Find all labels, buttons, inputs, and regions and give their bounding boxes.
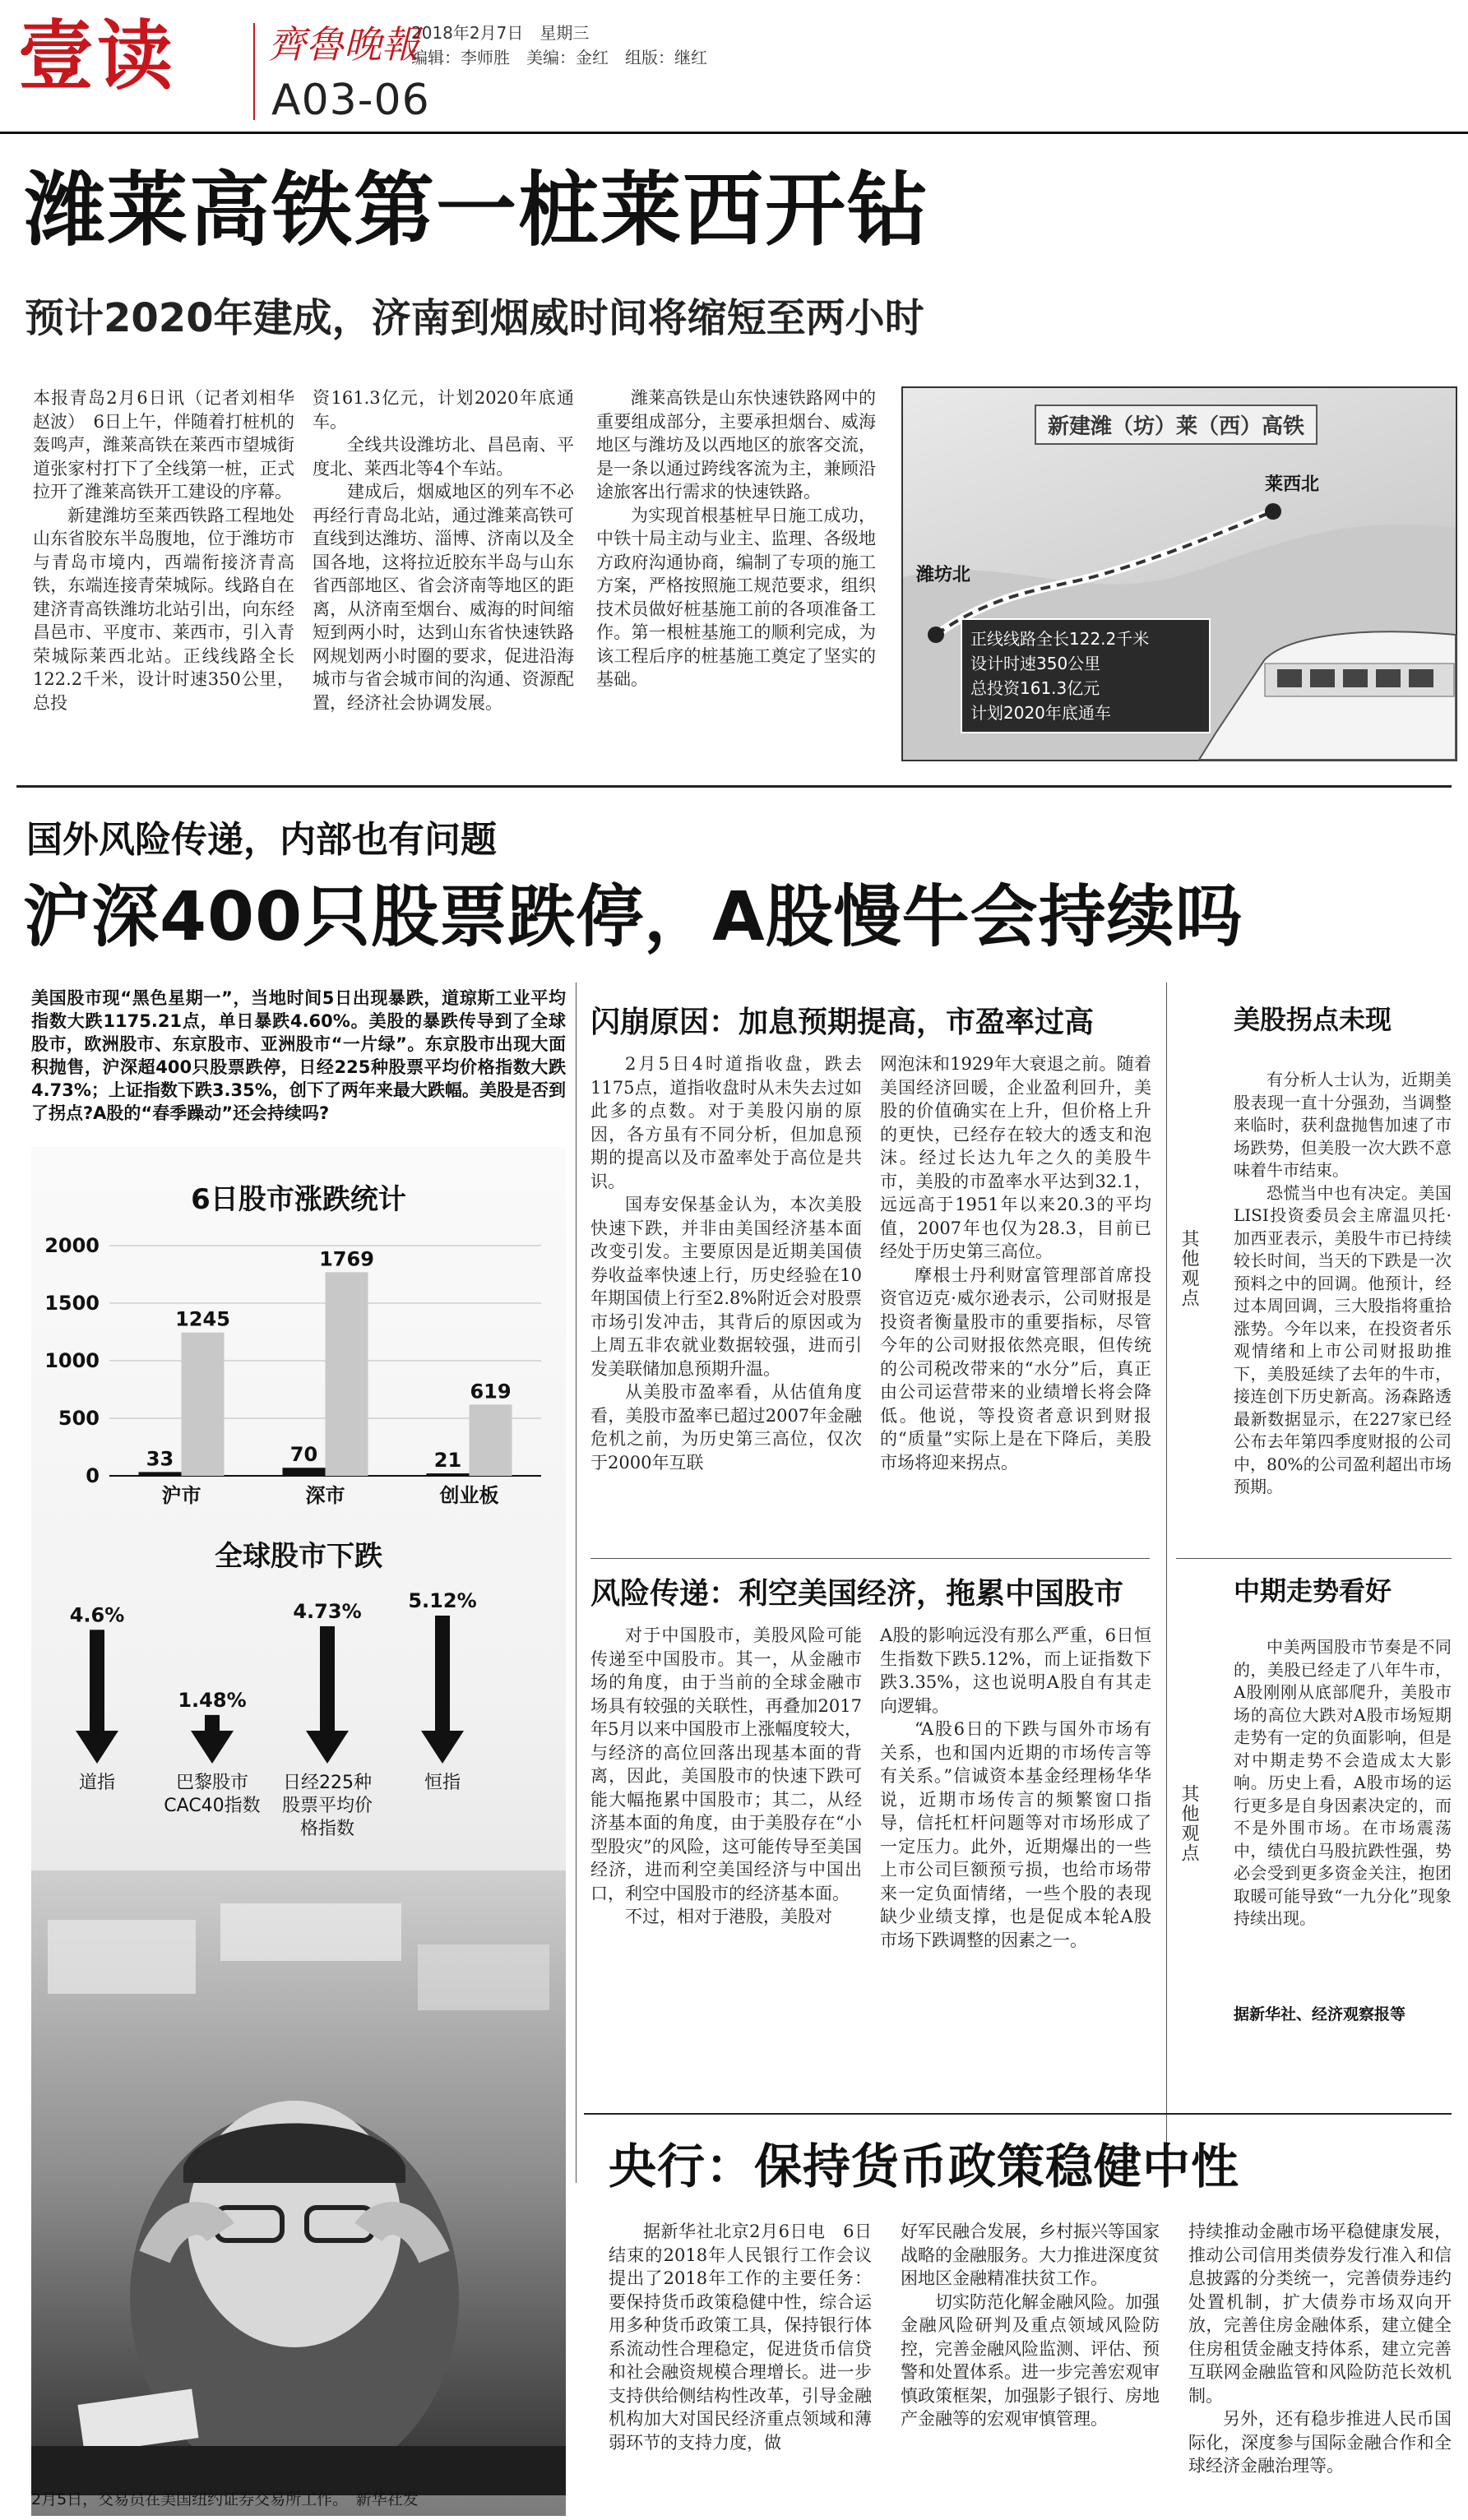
bar-fall: [182, 1333, 225, 1476]
map-city-laixi: 莱西北: [1265, 474, 1320, 495]
chart1-title: 6日股市涨跌统计: [191, 1183, 406, 1216]
paragraph: 本报青岛2月6日讯（记者刘相华 赵波） 6日上午，伴随着打桩机的轰鸣声，潍莱高铁在莱西市望城街道张家村打下了全线第一桩，正式拉开了潍莱高铁开工建设的序幕。: [33, 388, 312, 502]
sidebar-divider: [1176, 1558, 1452, 1559]
paragraph: 全线共设潍坊北、昌邑南、平度北、莱西北等4个车站。: [313, 435, 574, 479]
paragraph: 好军民融合发展，乡村振兴等国家战略的金融服务。大力推进深度贫困地区金融精准扶贫工作。: [901, 2222, 1160, 2288]
paragraph: 潍莱高铁是山东快速铁路网中的重要组成部分，主要承担烟台、威海地区与潍坊及以西地区的旅客交流，是一条以通过跨线客流为主，兼顾沿途旅客出行需求的快速铁路。: [596, 388, 876, 502]
story2-headline: 沪深400只股票跌停，A股慢牛会持续吗: [23, 878, 1243, 956]
side1-text: [1234, 1069, 1452, 1529]
fact: 计划2020年底通车: [970, 703, 1111, 723]
bar-rise: [427, 1473, 470, 1476]
photo-caption: 2月5日，交易员在美国纽约证券交易所工作。 新华社发: [31, 2490, 419, 2508]
side2-tag: 其他观点: [1179, 1784, 1199, 1863]
y-tick-label: 0: [86, 1464, 100, 1487]
x-tick-label: 格指数: [299, 1819, 355, 1839]
arrow-head: [421, 1731, 464, 1764]
data-label: 5.12%: [408, 1589, 477, 1612]
sec2-col2: [880, 1624, 1151, 2150]
arrow-shaft: [320, 1626, 335, 1731]
sec1-title: 闪崩原因：加息预期提高，市盈率过高: [590, 1006, 1095, 1039]
arrow-head: [76, 1731, 118, 1764]
column-divider: [576, 983, 577, 2183]
paragraph: 从美股市盈率看，从估值角度看，美股市盈率已超过2007年金融危机之前，为历史第三高位，仅次于2000年互联: [590, 1382, 862, 1473]
data-label: 4.73%: [293, 1599, 362, 1623]
y-tick-label: 500: [58, 1407, 100, 1430]
story2-lead: 美国股市现“黑色星期一”，当地时间5日出现暴跌，道琼斯工业平均指数大跌1175.21点，单日暴跌4.60%。美股的暴跌传导到了全球股市，欧洲股市、东京股市、亚洲股市“一片绿”。东京股市出现大面积抛售，沪深超400只股票跌停，日经225种股票平均价格指数大跌4.73%；上证指数下跌3.35%，创下了两年来最大跌幅。美股是否到了拐点?A股的“春季躁动”还会持续吗?: [31, 988, 566, 1123]
map-facts: [961, 618, 1211, 733]
paragraph: 持续推动金融市场平稳健康发展，推动公司信用类债券发行准入和信息披露的分类统一，完善债券违约处置机制，扩大债券市场双向开放，完善住房金融体系，建立健全住房租赁金融支持体系，建立完善互联网金融监管和风险防范长效机制。: [1188, 2222, 1452, 2406]
y-tick-label: 1000: [44, 1349, 100, 1372]
paper-logo: 齊魯晚報: [268, 22, 419, 67]
x-tick-label: 沪市: [161, 1484, 201, 1507]
x-tick-label: 巴黎股市: [175, 1773, 249, 1793]
paragraph: 不过，相对于港股，美股对: [625, 1907, 832, 1926]
x-tick-label: CAC40指数: [164, 1796, 261, 1816]
x-tick-label: 恒指: [424, 1773, 461, 1793]
paragraph: 另外，还有稳步推进人民币国际化，深度参与国际金融合作和全球经济金融治理等。: [1188, 2409, 1452, 2476]
data-label: 21: [433, 1449, 462, 1473]
arrow-shaft: [90, 1630, 104, 1731]
data-label: 33: [146, 1447, 174, 1471]
story3-col1: [609, 2220, 872, 2504]
paragraph: 为实现首根基桩早日施工成功，中铁十局主动与业主、监理、各级地方政府沟通协商，编制了专项的施工方案，严格按照施工规范要求，组织技术员做好桩基施工前的各项准备工作。第一根桩基施工的顺利完成，为该工程后序的桩基施工奠定了坚实的基础。: [596, 505, 876, 689]
masthead-rule: [0, 132, 1468, 134]
arrow-shaft: [435, 1616, 450, 1731]
paragraph: 新建潍坊至莱西铁路工程地处山东省胶东半岛腹地，位于潍坊市与青岛市境内，西端衔接济青高铁，东端连接青荣城际。线路自在建济青高铁潍坊北站引出，向东经昌邑市、平度市、莱西市，引入青荣城际莱西北站。正线线路全长122.2千米，设计时速350公里，总投: [33, 505, 294, 713]
arrow-shaft: [205, 1715, 220, 1731]
x-tick-label: 创业板: [439, 1484, 499, 1507]
story1-col3: [596, 386, 876, 765]
chart2-svg: [31, 1574, 566, 1846]
paragraph: 据新华社北京2月6日电 6日结束的2018年人民银行工作会议提出了2018年工作的主要任务：要保持货币政策稳健中性，综合运用多种货币政策工具，保持银行体系流动性合理稳定，促进货币信贷和社会融资规模合理增长。进一步支持供给侧结构性改革，引导金融机构加大对国民经济重点领域和薄弱环节的支持力度，做: [609, 2222, 872, 2453]
column-divider: [1166, 983, 1167, 2183]
map-title: 新建潍（坊）莱（西）高铁: [1035, 405, 1317, 445]
x-tick-label: 股票平均价: [281, 1796, 373, 1816]
chart1-svg: [31, 1229, 566, 1507]
sec2-col1: [590, 1624, 862, 2150]
side2-text: [1234, 1636, 1452, 1981]
paragraph: 切实防范化解金融风险。加强金融风险研判及重点领域风险防控，完善金融风险监测、评估、预警和处置体系。进一步完善宏观审慎政策框架，加强影子银行、房地产金融等的宏观审慎管理。: [901, 2291, 1160, 2429]
weekday: 星期三: [540, 23, 590, 43]
paragraph: 国寿安保基金认为，本次美股快速下跌，并非由美国经济基本面改变引发。主要原因是近期美国债券收益率快速上行，历史经验在10年期国债上行至2.8%附近会对股票市场引发冲击，其背后的原因或为上周五非农就业数据较强，进而引发美联储加息预期升温。: [590, 1195, 862, 1379]
fact: 设计时速350公里: [970, 654, 1101, 673]
story1-headline: 潍莱高铁第一桩莱西开钻: [25, 164, 930, 257]
story1-col2: [313, 386, 574, 765]
paragraph: 有分析人士认为，近期美股表现一直十分强劲，当调整来临时，获利盘抛售加速了市场跌势，但美股一次大跌不意味着牛市结束。: [1234, 1070, 1452, 1180]
masthead: [0, 0, 1468, 132]
paragraph: 网泡沫和1929年大衰退之前。随着美国经济回暖，企业盈利回升，美股的价值确实在上升，但价格上升的更快，已经存在较大的透支和泡沫。经过长达九年之久的美股牛市，美股的市盈率水平达到32.1，远远高于1951年以来20.3的平均值，2007年也仅为28.3，目前已经处于历史第三高位。: [880, 1054, 1151, 1261]
date: 2018年2月7日: [411, 23, 524, 43]
story3-col3: [1188, 2220, 1452, 2504]
data-label: 1245: [175, 1307, 230, 1331]
railway-map: [901, 386, 1457, 761]
paragraph: A股的影响远没有那么严重，6日恒生指数下跌5.12%，而上证指数下跌3.35%，这也说明A股自有其走向逻辑。: [880, 1625, 1151, 1716]
side2-credit: 据新华社、经济观察报等: [1234, 2005, 1406, 2023]
issue-date: [411, 20, 589, 44]
section-divider: [590, 1558, 1150, 1559]
paragraph: 恐慌当中也有决定。美国LISI投资委员会主席温贝托·加西亚表示，美股牛市已持续较长时间，当天的下跌是一次预料之中的回调。他预计，经过本周回调，三大股指将重拾涨势。今年以来，在投资者乐观情绪和上市公司财报助推下，美股延续了去年的牛市，接连创下历史新高。汤森路透最新数据显示，在227家已经公布去年第四季度财报的公司中，80%的公司盈利超出市场预期。: [1234, 1182, 1452, 1496]
side1-tag: 其他观点: [1179, 1229, 1199, 1308]
sec1-col1: [590, 1052, 862, 1546]
story-divider: [16, 785, 1452, 788]
x-tick-label: 道指: [78, 1773, 116, 1793]
data-label: 1769: [319, 1247, 374, 1271]
story-divider: [584, 2113, 1452, 2115]
paragraph: “A股6日的下跌与国外市场有关系，也和国内近期的市场传言等有关系。”信诚资本基金经理杨华华说，近期市场传言的频繁窗口指导，信托杠杆问题等对市场形成了一定压力。此外，近期爆出的一些上市公司巨额预亏损，也给市场带来一定负面情绪，一些个股的表现缺少业绩支撑，也是促成本轮A股市场下跌调整的因素之一。: [880, 1719, 1151, 1950]
bar-rise: [139, 1472, 182, 1476]
side2-title: 中期走势看好: [1234, 1575, 1392, 1607]
masthead-divider: [253, 23, 255, 120]
arrow-head: [306, 1731, 349, 1764]
section-name: 壹读: [18, 12, 177, 100]
story1-subhead: 预计2020年建成，济南到烟威时间将缩短至两小时: [25, 295, 924, 341]
editors: 编辑：李师胜 美编：金红 组版：继红: [411, 48, 707, 67]
fact: 总投资161.3亿元: [970, 678, 1100, 698]
paragraph: 建成后，烟威地区的列车不必再经行青岛北站，通过潍莱高铁可直线到达潍坊、淄博、济南以及全国各地，这将拉近胶东半岛与山东省西部地区、省会济南等地区的距离，从济南至烟台、威海的时间缩短到两小时，达到山东省快速铁路网规划两小时圈的要求，促进沿海城市与省会城市间的沟通、资源配置，经济社会协调发展。: [313, 482, 574, 713]
paragraph: 摩根士丹利财富管理部首席投资官迈克·威尔逊表示，公司财报是投资者衡量股市的重要指标，尽管今年的公司财报依然亮眼，但传统的公司税改带来的“水分”后，真正由公司运营带来的业绩增长将会降低。他说，等投资者意识到财报的“质量”实际上是在下降后，美股市场将迎来拐点。: [880, 1265, 1151, 1473]
chart2-title: 全球股市下跌: [215, 1540, 382, 1573]
y-tick-label: 2000: [44, 1234, 100, 1257]
bar-fall: [326, 1272, 368, 1476]
story3-headline: 央行：保持货币政策稳健中性: [609, 2139, 1240, 2194]
bar-rise: [283, 1468, 326, 1476]
sec2-title: 风险传递：利空美国经济，拖累中国股市: [590, 1577, 1124, 1611]
data-label: 4.6%: [69, 1603, 125, 1627]
arrow-head: [191, 1731, 234, 1764]
trader-photo: [31, 1870, 566, 2495]
side1-title: 美股拐点未现: [1234, 1004, 1392, 1035]
x-tick-label: 深市: [305, 1484, 345, 1507]
story2-kicker: 国外风险传递，内部也有问题: [26, 819, 497, 861]
y-tick-label: 1500: [44, 1292, 100, 1315]
data-label: 1.48%: [178, 1688, 247, 1712]
paragraph: 资161.3亿元，计划2020年底通车。: [313, 388, 574, 432]
map-city-weifang: 潍坊北: [916, 565, 971, 585]
chart-panel: [31, 1147, 566, 2516]
paragraph: 中美两国股市节奏是不同的，美股已经走了八年牛市，A股刚刚从底部爬升，美股市场的高位大跌对A股市场短期走势有一定的负面影响，但是对中期走势不会造成太大影响。历史上看，A股市场的运行更多是自身因素决定的，而不是外围市场。在市场震荡中，绩优白马股抗跌性强，势必会受到更多资金关注，抱团取暖可能导致“一九分化”现象持续出现。: [1234, 1637, 1452, 1928]
page-number: A03-06: [271, 76, 430, 125]
sec1-col2: [880, 1052, 1151, 1546]
data-label: 619: [470, 1380, 512, 1403]
story1-col1: [33, 386, 312, 765]
paragraph: 对于中国股市，美股风险可能传递至中国股市。其一，从金融市场的角度，由于当前的全球金融市场具有较强的关联性，再叠加2017年5月以来中国股市上涨幅度较大，与经济的高位回落出现基本面的背离，因此，美国股市的快速下跌可能大幅拖累中国股市；其二，从经济基本面的角度，由于美股存在“小型股灾”的风险，这可能传导至美国经济，进而利空美国经济与中国出口，利空中国股市的经济基本面。: [590, 1625, 862, 1903]
data-label: 70: [289, 1443, 318, 1467]
x-tick-label: 日经225种: [283, 1773, 372, 1793]
fact: 正线线路全长122.2千米: [970, 629, 1150, 649]
paragraph: 2月5日4时道指收盘，跌去1175点，道指收盘时从未失去过如此多的点数。对于美股闪崩的原因，各方虽有不同分析，但加息预期的提高以及市盈率处于高位是共识。: [590, 1054, 862, 1191]
bar-fall: [470, 1404, 512, 1476]
story3-col2: [901, 2220, 1160, 2504]
